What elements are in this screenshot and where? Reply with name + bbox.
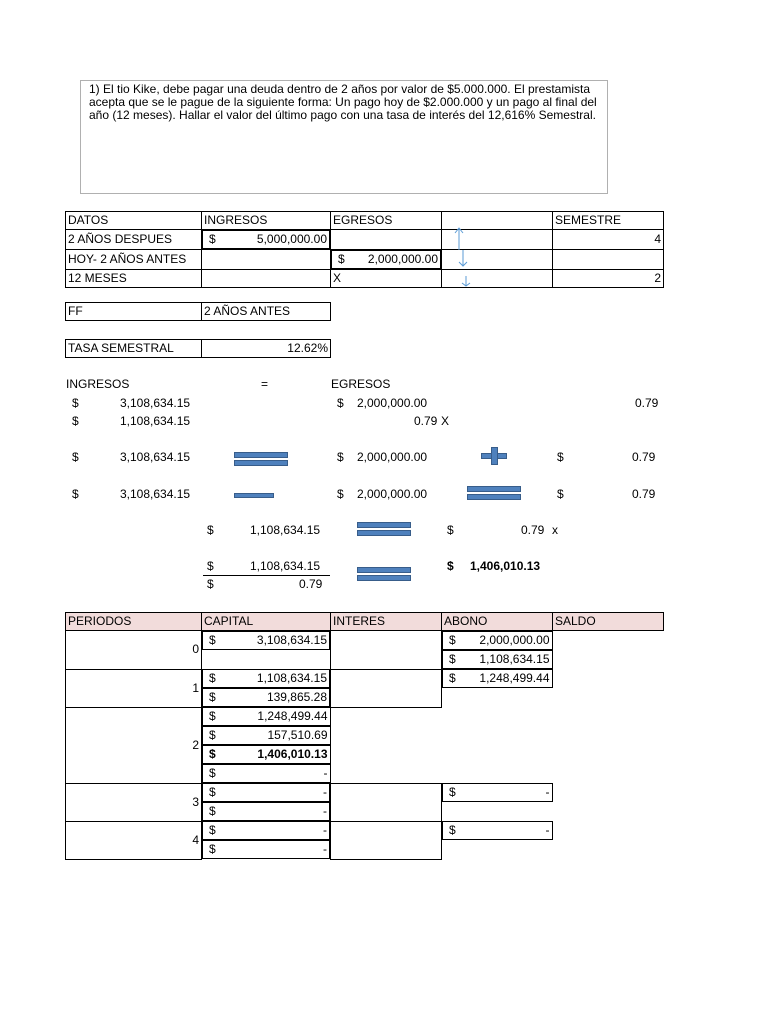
eq-numerator: 1,108,634.15 [250, 559, 321, 573]
datos-semestre: 4 [553, 230, 664, 250]
ingresos-label: INGRESOS [66, 377, 130, 391]
table-row [66, 707, 664, 783]
eq-row5-right: 0.79 [521, 523, 545, 537]
capital: $ 3,108,634.15 [202, 631, 330, 650]
eq-row3-mid: 2,000,000.00 [357, 450, 428, 464]
currency-sign: $ [207, 559, 214, 573]
capital: $ 1,108,634.15 [202, 669, 330, 688]
ff-value: 2 AÑOS ANTES [202, 303, 331, 321]
saldo: $ 1,108,634.15 [442, 650, 553, 669]
up-arrow-icon [455, 228, 463, 250]
periodo: 0 [66, 631, 202, 670]
division-line [203, 575, 330, 576]
table-row [66, 250, 664, 270]
interes: $ 157,510.69 [202, 726, 331, 745]
currency-sign: $ [338, 252, 345, 266]
table-row [66, 270, 664, 288]
datos-ingresos [202, 270, 331, 288]
abono [331, 783, 442, 821]
problem-statement: 1) El tio Kike, debe pagar una deuda dentro de 2 años por valor de $5.000.000. El prestamista acepta que se le pague de la siguiente forma: Un pago hoy de $2.000.000 y un pago al final del año (12 meses). Hallar el valor del último pago con una tasa de interés del 12,616% Semestral. [80, 80, 608, 194]
capital: $ 1,248,499.44 [202, 707, 331, 726]
header-datos: DATOS [66, 212, 202, 230]
amortization-table [65, 612, 664, 860]
datos-semestre [553, 250, 664, 270]
equals-sign: = [261, 377, 269, 391]
eq-row4-right: 0.79 [632, 487, 656, 501]
currency-sign: $ [447, 523, 454, 537]
header-abono: ABONO [442, 613, 553, 631]
eq-row4-mid: 2,000,000.00 [357, 487, 428, 501]
abono: $ 1,406,010.13 [202, 745, 331, 764]
datos-egresos: $ 2,000,000.00 [331, 250, 441, 269]
periodo: 3 [66, 783, 202, 821]
ff-table [65, 302, 331, 321]
header-interes: INTERES [331, 613, 442, 631]
abono: $ 2,000,000.00 [442, 631, 553, 650]
eq-denominator: 0.79 [299, 577, 323, 591]
eq-row2-x: X [441, 414, 450, 428]
currency-sign: $ [557, 487, 564, 501]
datos-label: HOY- 2 AÑOS ANTES [66, 250, 202, 270]
abono [331, 821, 442, 859]
datos-label: 12 MESES [66, 270, 202, 288]
currency-sign: $ [72, 487, 79, 501]
eq-row2-factor: 0.79 [414, 414, 438, 428]
capital: $ - [202, 821, 330, 840]
eq-row1-right: 0.79 [635, 396, 659, 410]
cash-flow-arrows [448, 226, 478, 288]
datos-egresos [331, 230, 442, 250]
periodo: 1 [66, 669, 202, 707]
table-row [66, 669, 664, 707]
currency-sign: $ [447, 559, 454, 573]
datos-ingresos: $ 5,000,000.00 [202, 230, 330, 249]
datos-egresos: X [331, 270, 442, 288]
interes: $ - [202, 840, 330, 859]
tasa-label: TASA SEMESTRAL [66, 340, 202, 358]
datos-table [65, 211, 664, 288]
eq-row5-left: 1,108,634.15 [250, 523, 321, 537]
table-row [66, 230, 664, 250]
datos-ingresos [202, 250, 331, 270]
header-periodos: PERIODOS [66, 613, 202, 631]
down-arrow-icon [462, 276, 470, 286]
currency-sign: $ [337, 450, 344, 464]
ff-label: FF [66, 303, 202, 321]
down-arrow-icon [459, 250, 467, 266]
eq-result: 1,406,010.13 [470, 559, 541, 573]
equals-shape-icon [357, 522, 411, 538]
interes [331, 631, 442, 670]
header-capital: CAPITAL [202, 613, 331, 631]
currency-sign: $ [209, 232, 216, 246]
eq-row3-right: 0.79 [632, 450, 656, 464]
equals-shape-icon [467, 486, 521, 502]
header-ingresos: INGRESOS [202, 212, 331, 230]
equals-shape-icon [234, 452, 288, 468]
datos-header-row [66, 212, 664, 230]
eq-row1-mid: 2,000,000.00 [357, 396, 428, 410]
currency-sign: $ [207, 523, 214, 537]
eq-row4-left: 3,108,634.15 [120, 487, 191, 501]
amort-header-row [66, 613, 664, 631]
capital: $ - [202, 783, 330, 802]
currency-sign: $ [337, 487, 344, 501]
eq-row2-left: 1,108,634.15 [120, 414, 191, 428]
eq-row5-x: x [552, 523, 558, 537]
saldo: $ - [442, 821, 553, 840]
tasa-value: 12.62% [202, 340, 331, 358]
currency-sign: $ [72, 414, 79, 428]
saldo: $ 1,248,499.44 [442, 669, 553, 688]
table-row [66, 821, 664, 859]
currency-sign: $ [72, 450, 79, 464]
header-egresos: EGRESOS [331, 212, 442, 230]
egresos-label: EGRESOS [331, 377, 391, 391]
saldo: $ - [442, 783, 553, 802]
currency-sign: $ [207, 577, 214, 591]
currency-sign: $ [557, 450, 564, 464]
interes: $ - [202, 802, 330, 821]
periodo: 2 [66, 707, 202, 783]
periodo: 4 [66, 821, 202, 859]
table-row [66, 783, 664, 821]
interes: $ 139,865.28 [202, 688, 330, 707]
saldo: $ - [202, 764, 331, 783]
eq-row1-left: 3,108,634.15 [120, 396, 191, 410]
abono [331, 669, 442, 707]
currency-sign: $ [72, 396, 79, 410]
minus-shape-icon [234, 493, 274, 498]
plus-shape-icon [481, 447, 507, 465]
tasa-table [65, 339, 331, 358]
eq-row3-left: 3,108,634.15 [120, 450, 191, 464]
equals-shape-icon [357, 567, 411, 583]
datos-semestre: 2 [553, 270, 664, 288]
header-saldo: SALDO [553, 613, 664, 631]
datos-label: 2 AÑOS DESPUES [66, 230, 202, 250]
header-semestre: SEMESTRE [553, 212, 664, 230]
table-row [66, 631, 664, 670]
currency-sign: $ [337, 396, 344, 410]
